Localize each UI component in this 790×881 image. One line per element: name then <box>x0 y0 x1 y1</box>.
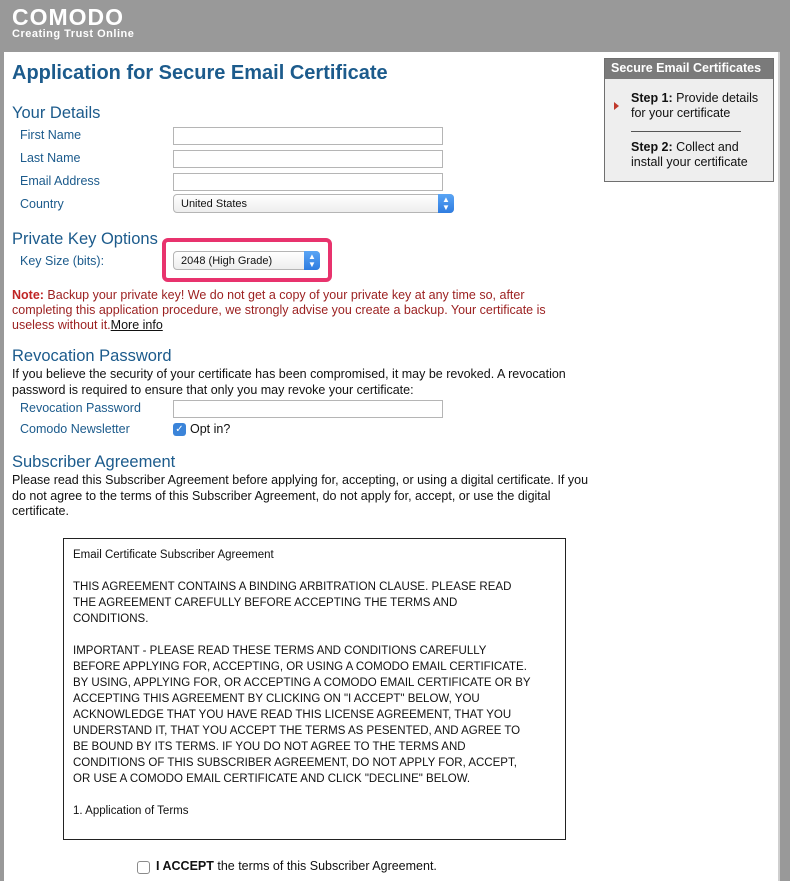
step-2 <box>631 140 767 170</box>
select-arrows-icon: ▲ ▼ <box>304 251 320 270</box>
agreement-paragraph: THIS AGREEMENT CONTAINS A BINDING ARBITRATION CLAUSE. PLEASE READ THE AGREEMENT CAREFULLY BEFORE ACCEPTING THE TERMS AND CONDITIONS. <box>73 581 512 625</box>
frame-right-edge <box>778 52 780 881</box>
private-key-heading: Private Key Options <box>12 230 158 248</box>
country-label: Country <box>20 197 64 211</box>
accept-rest-text: the terms of this Subscriber Agreement. <box>213 859 437 873</box>
accept-bold-text: I ACCEPT <box>156 859 214 873</box>
opt-in-checkbox[interactable]: ✓ <box>173 423 186 436</box>
accept-checkbox[interactable] <box>137 861 150 874</box>
revocation-heading: Revocation Password <box>12 347 172 365</box>
step-1 <box>631 91 767 121</box>
agreement-title: Email Certificate Subscriber Agreement <box>73 549 274 561</box>
subscriber-description: Please read this Subscriber Agreement before applying for, accepting, or using a digital certificate. If you do not agree to the terms of this Subscriber Agreement, do not apply for, accept, or use the digital certificate. <box>12 473 589 518</box>
header-bar <box>0 0 790 52</box>
step-2-text: Collect and install your certificate <box>631 140 748 169</box>
key-size-highlight <box>162 238 332 282</box>
country-select[interactable] <box>173 194 454 213</box>
last-name-field[interactable] <box>173 150 443 168</box>
subscriber-heading: Subscriber Agreement <box>12 453 176 471</box>
step-2-label: Step 2: <box>631 140 673 154</box>
key-size-label: Key Size (bits): <box>20 254 105 268</box>
comodo-logo: COMODO <box>12 4 125 30</box>
newsletter-label: Comodo Newsletter <box>20 422 130 436</box>
last-name-label: Last Name <box>20 151 81 165</box>
more-info-link[interactable]: More info <box>110 318 163 332</box>
steps-panel <box>604 58 774 182</box>
agreement-paragraph: 1. Application of Terms <box>73 805 189 817</box>
revocation-password-field[interactable] <box>173 400 443 418</box>
current-step-arrow-icon <box>614 102 619 110</box>
agreement-paragraph: IMPORTANT - PLEASE READ THESE TERMS AND CONDITIONS CAREFULLY BEFORE APPLYING FOR, ACCEPTING, OR USING A COMODO EMAIL CERTIFICATE. BY USING, APPLYING FOR, OR ACCEPTING A COMODO EMAIL CERTIFICATE OR BY ACCEPTING THIS AGREEMENT BY CLICKING ON "I ACCEPT" BELOW, YOU ACKNOWLEDGE THAT YOU HAVE READ THIS LICENSE AGREEMENT, THAT YOU UNDERSTAND IT, THAT YOU ACCEPT THE TERMS AS PESENTED, AND AGREE TO BE BOUND BY ITS TERMS. IF YOU DO NOT AGREE TO THE TERMS AND CONDITIONS OF THIS SUBSCRIBER AGREEMENT, DO NOT APPLY FOR, ACCEPT, OR USE A COMODO EMAIL CERTIFICATE AND CLICK "DECLINE" BELOW. <box>73 645 531 785</box>
step-1-label: Step 1: <box>631 91 673 105</box>
revocation-description: If you believe the security of your certificate has been compromised, it may be revoked. A revocation password is required to ensure that only you may revoke your certificate: <box>12 367 566 397</box>
backup-note <box>12 288 582 333</box>
key-size-value: 2048 (High Grade) <box>181 255 273 267</box>
accept-label <box>156 859 437 873</box>
first-name-field[interactable] <box>173 127 443 145</box>
opt-in-label: Opt in? <box>190 422 231 436</box>
step-1-text: Provide details for your certificate <box>631 91 759 120</box>
main-content <box>4 52 778 881</box>
email-label: Email Address <box>20 174 100 188</box>
note-prefix: Note: <box>12 288 44 302</box>
agreement-textbox[interactable] <box>63 538 566 840</box>
email-field[interactable] <box>173 173 443 191</box>
select-arrows-icon: ▲ ▼ <box>438 194 454 213</box>
note-text: Backup your private key! We do not get a copy of your private key at any time so, after completing this application procedure, we strongly advise you create a backup. Your certificate is useless without it. <box>12 288 546 332</box>
logo-tagline: Creating Trust Online <box>12 28 135 40</box>
steps-panel-header: Secure Email Certificates <box>605 59 773 79</box>
page-title: Application for Secure Email Certificate <box>12 62 388 84</box>
revocation-password-label: Revocation Password <box>20 401 141 415</box>
your-details-heading: Your Details <box>12 104 101 122</box>
step-divider <box>631 131 741 132</box>
first-name-label: First Name <box>20 128 82 142</box>
country-value: United States <box>181 198 248 210</box>
